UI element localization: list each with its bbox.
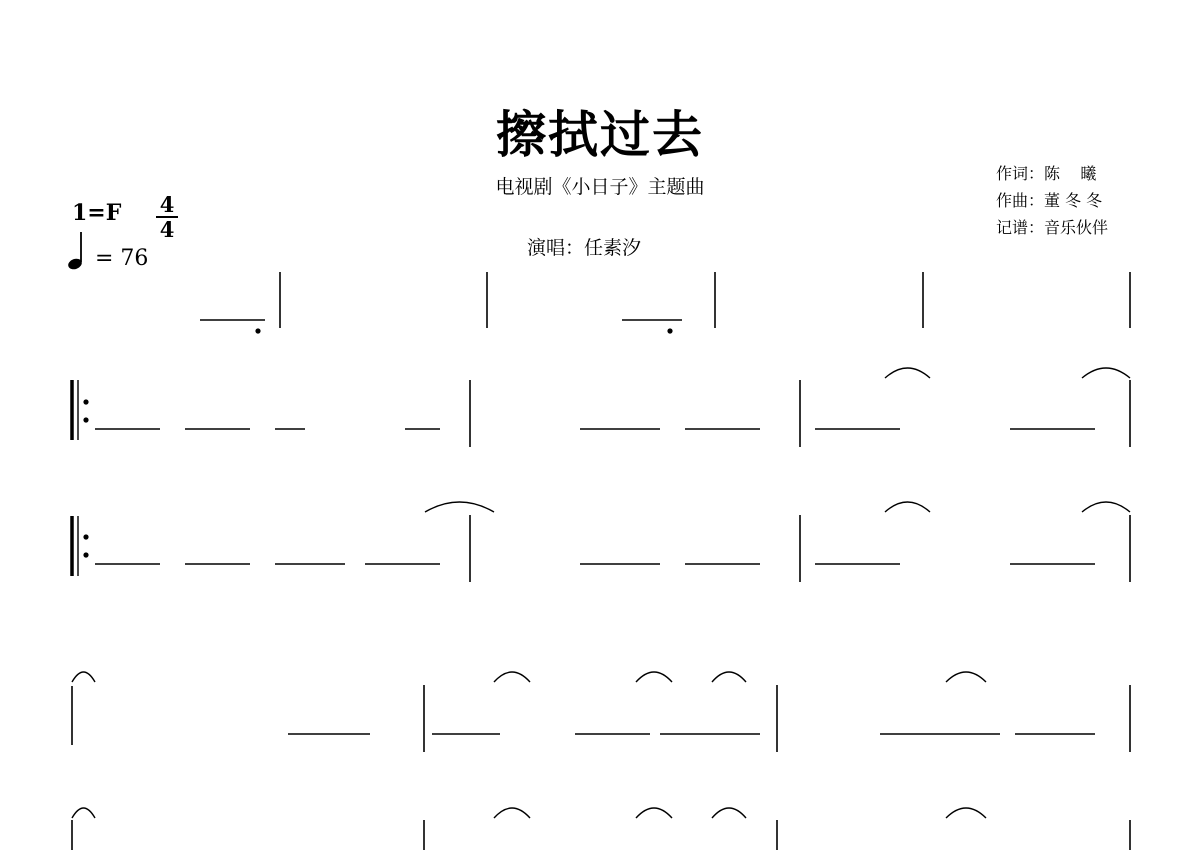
time-signature-bottom: 4 [159, 217, 175, 242]
slur [636, 672, 672, 682]
quarter-note-icon [67, 232, 84, 271]
slur [885, 502, 930, 512]
repeat-dot [83, 417, 88, 422]
score-subtitle: 电视剧《小日子》主题曲 [495, 176, 705, 198]
slur [494, 672, 530, 682]
score-title: 擦拭过去 [496, 105, 704, 164]
slur [425, 502, 494, 512]
slur [1082, 502, 1130, 512]
transcriber-credit: 记谱：音乐伙伴 [996, 218, 1109, 237]
time-signature-top: 4 [159, 192, 175, 217]
key-signature: 1=F [72, 200, 122, 226]
composer-credit: 作曲：董 冬 冬 [996, 191, 1103, 210]
octave-dot [667, 328, 672, 333]
slur [72, 808, 95, 818]
slur [885, 368, 930, 378]
lyricist-credit: 作词：陈 曦 [996, 164, 1097, 183]
octave-dot [255, 328, 260, 333]
slur [72, 672, 95, 682]
repeat-dot [83, 552, 88, 557]
slur [946, 672, 986, 682]
slur [1082, 368, 1130, 378]
repeat-dot [83, 399, 88, 404]
slur [946, 808, 986, 818]
tempo-marking: = 76 [95, 246, 149, 271]
singer-credit: 演唱：任素汐 [527, 237, 642, 259]
slur [636, 808, 672, 818]
slur [712, 808, 746, 818]
slur [494, 808, 530, 818]
repeat-dot [83, 534, 88, 539]
slur [712, 672, 746, 682]
